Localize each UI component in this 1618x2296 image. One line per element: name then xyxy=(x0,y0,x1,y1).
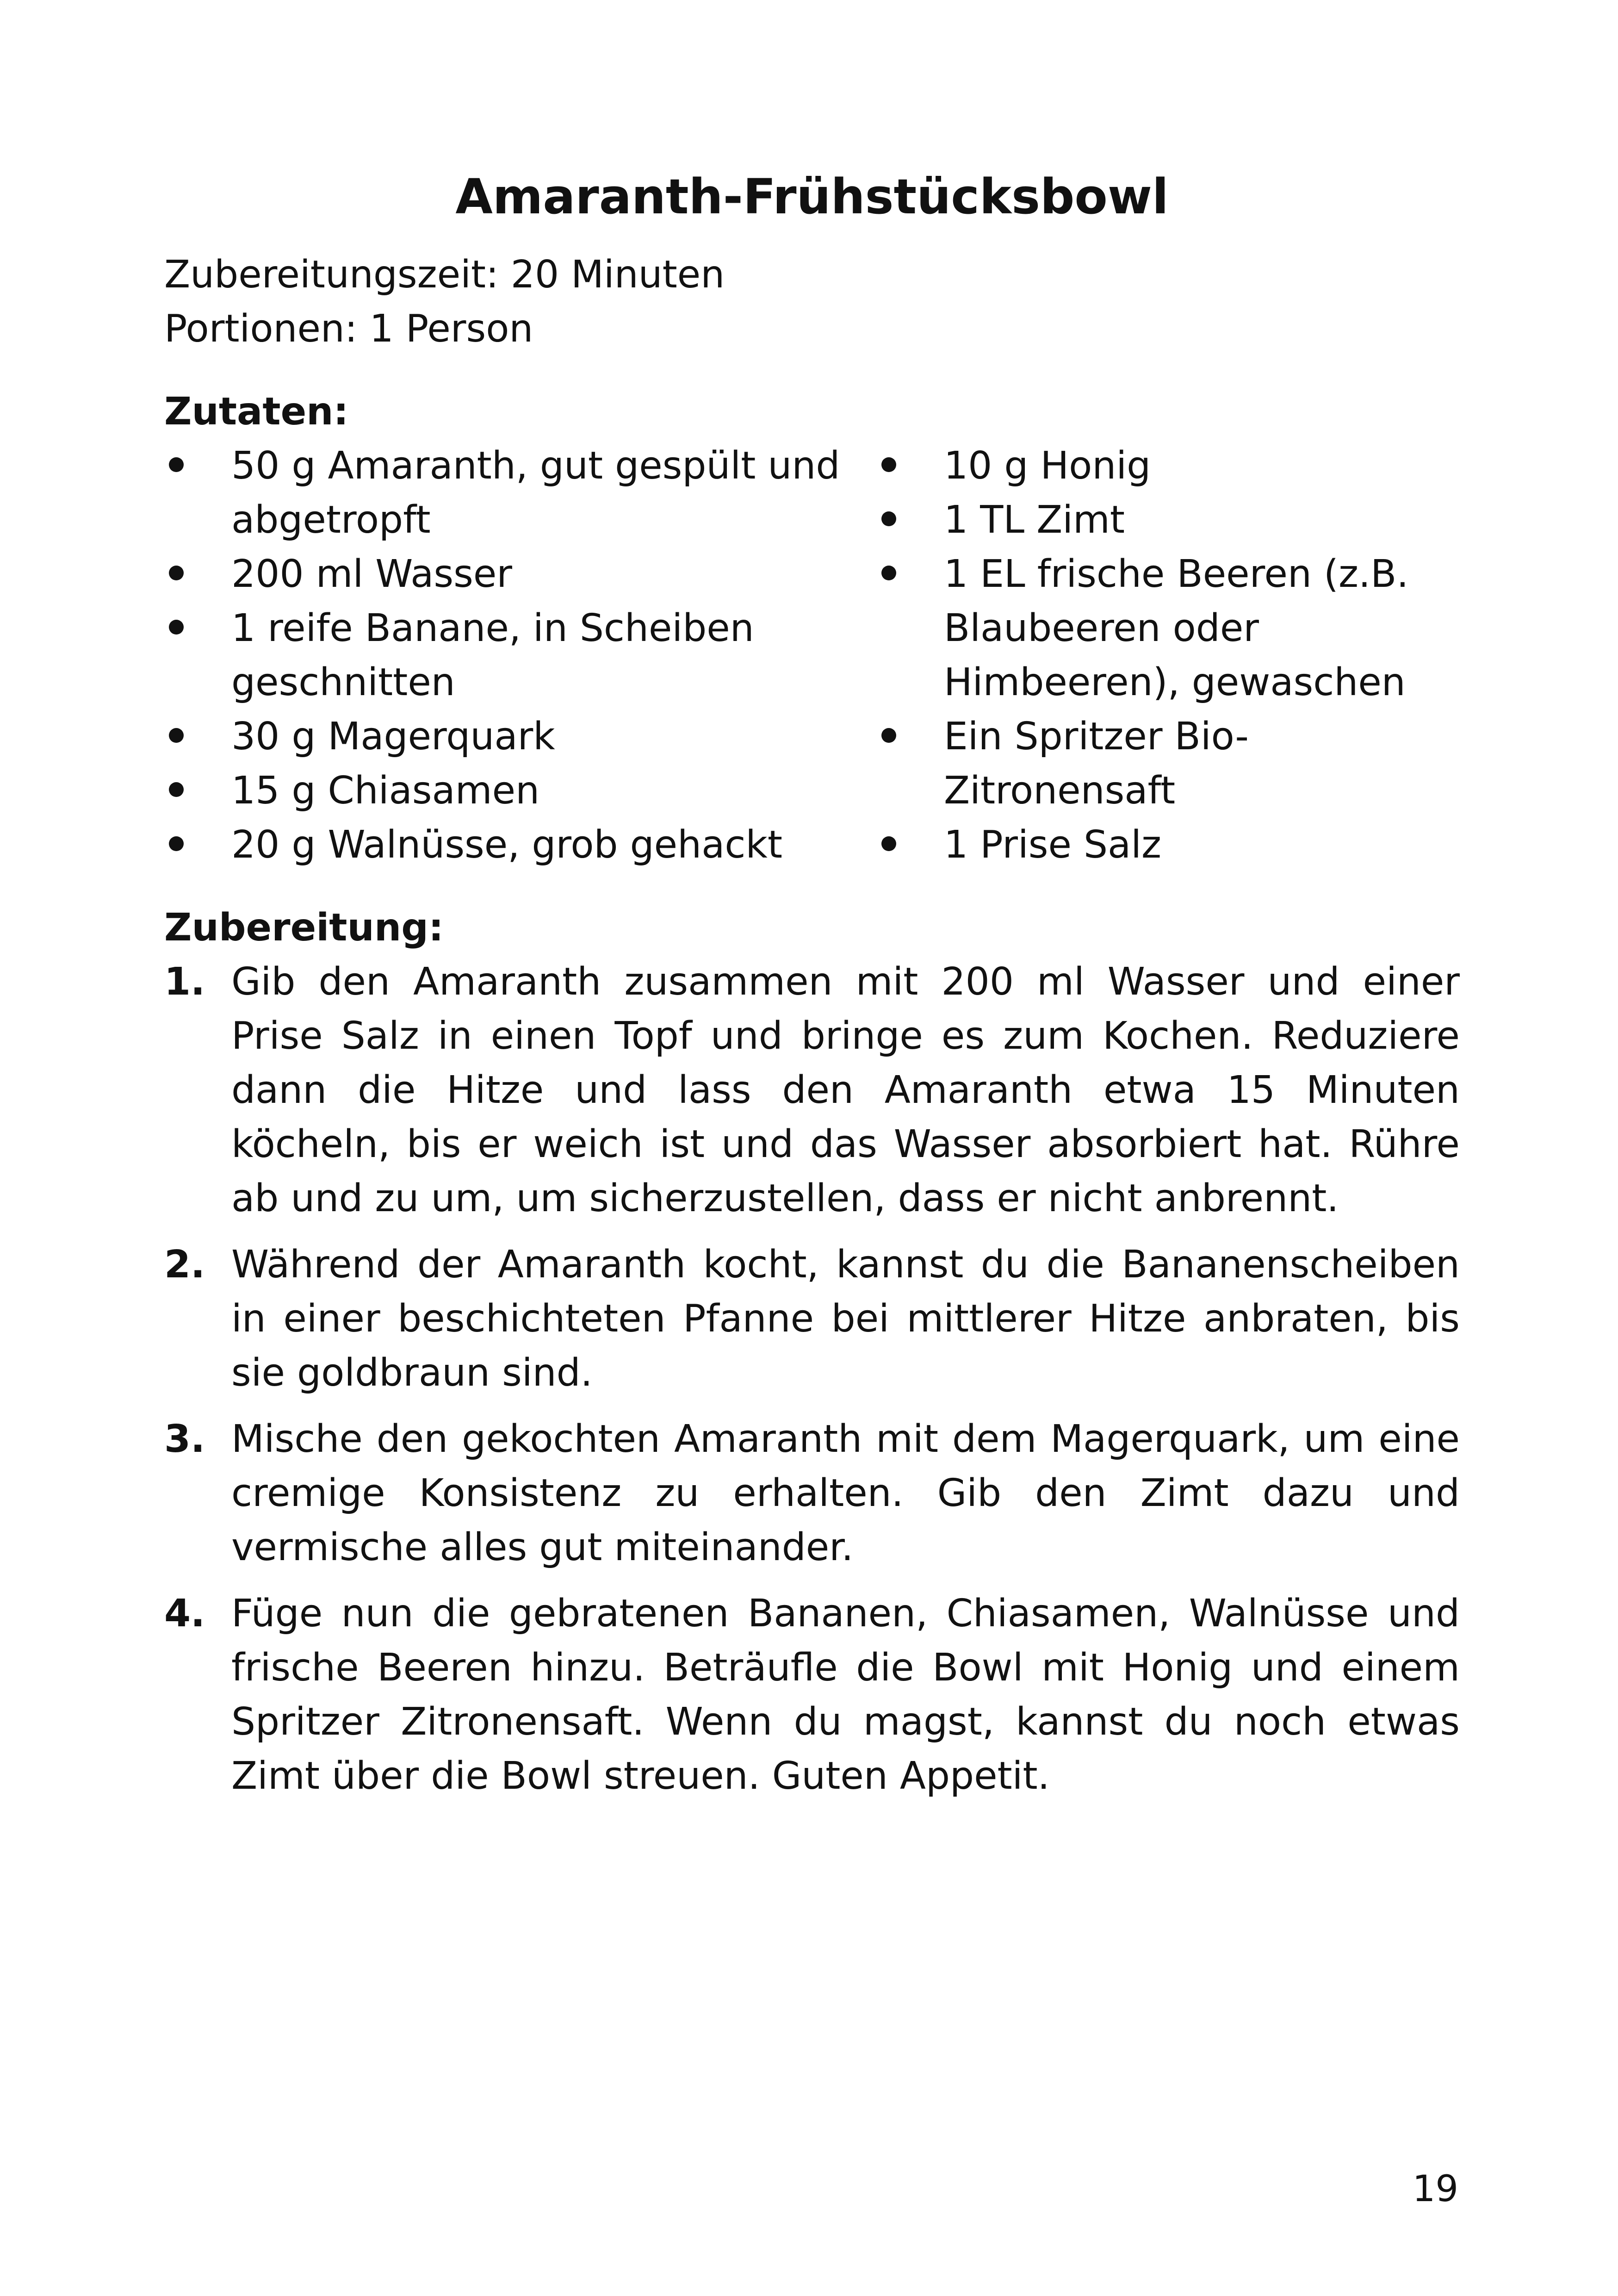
preparation-step xyxy=(164,1587,1460,1803)
ingredient-item: 20 g Walnüsse, grob gehackt xyxy=(164,818,849,872)
ingredient-item: 1 TL Zimt xyxy=(877,493,1460,547)
ingredient-item: 30 g Magerquark xyxy=(164,709,849,764)
step-number: 4. xyxy=(164,1592,205,1636)
step-text: Füge nun die gebratenen Bananen, Chiasamen, Walnüsse und frische Beeren hinzu. Beträufle die Bowl mit Honig und einem Spritzer Zitronensaft. Wenn du magst, kannst du noch etwas Zimt über die Bowl streuen. Guten Appetit. xyxy=(231,1592,1460,1798)
preparation-step xyxy=(164,1412,1460,1574)
step-text: Mische den gekochten Amaranth mit dem Magerquark, um eine cremige Konsistenz zu erhalten. Gib den Zimt dazu und vermische alles gut miteinander. xyxy=(231,1417,1460,1569)
ingredients-left-column xyxy=(164,439,849,872)
ingredient-item: 50 g Amaranth, gut gespült und abgetropft xyxy=(164,439,849,547)
ingredients-right-column xyxy=(877,439,1460,872)
preparation-heading: Zubereitung: xyxy=(164,906,444,950)
recipe-title: Amaranth-Frühstücksbowl xyxy=(455,168,1169,225)
step-text: Während der Amaranth kocht, kannst du die Bananenscheiben in einer beschichteten Pfanne bei mittlerer Hitze anbraten, bis sie goldbraun sind. xyxy=(231,1243,1460,1395)
prep-time: Zubereitungszeit: 20 Minuten xyxy=(164,253,725,297)
ingredient-item: 1 EL frische Beeren (z.B. Blaubeeren oder Himbeeren), gewaschen xyxy=(877,547,1460,709)
preparation-step xyxy=(164,1238,1460,1400)
ingredient-item: Ein Spritzer Bio-Zitronensaft xyxy=(877,709,1460,818)
page-number: 19 xyxy=(1412,2168,1458,2210)
ingredient-item: 15 g Chiasamen xyxy=(164,764,849,818)
step-number: 2. xyxy=(164,1243,205,1287)
preparation-steps xyxy=(164,955,1460,1803)
ingredient-item: 1 Prise Salz xyxy=(877,818,1460,872)
ingredient-item: 200 ml Wasser xyxy=(164,547,849,601)
step-number: 3. xyxy=(164,1417,205,1461)
step-number: 1. xyxy=(164,960,205,1004)
recipe-page xyxy=(164,167,1460,1815)
preparation-step xyxy=(164,955,1460,1226)
ingredient-item: 1 reife Banane, in Scheiben geschnitten xyxy=(164,601,849,709)
ingredients-heading: Zutaten: xyxy=(164,390,349,434)
portions: Portionen: 1 Person xyxy=(164,307,533,351)
ingredients-list xyxy=(164,439,1460,872)
ingredient-item: 10 g Honig xyxy=(877,439,1460,493)
step-text: Gib den Amaranth zusammen mit 200 ml Wasser und einer Prise Salz in einen Topf und bringe es zum Kochen. Reduziere dann die Hitze und lass den Amaranth etwa 15 Minuten köcheln, bis er weich ist und das Wasser absorbiert hat. Rühre ab und zu um, um sicherzustellen, dass er nicht anbrennt. xyxy=(231,960,1460,1220)
